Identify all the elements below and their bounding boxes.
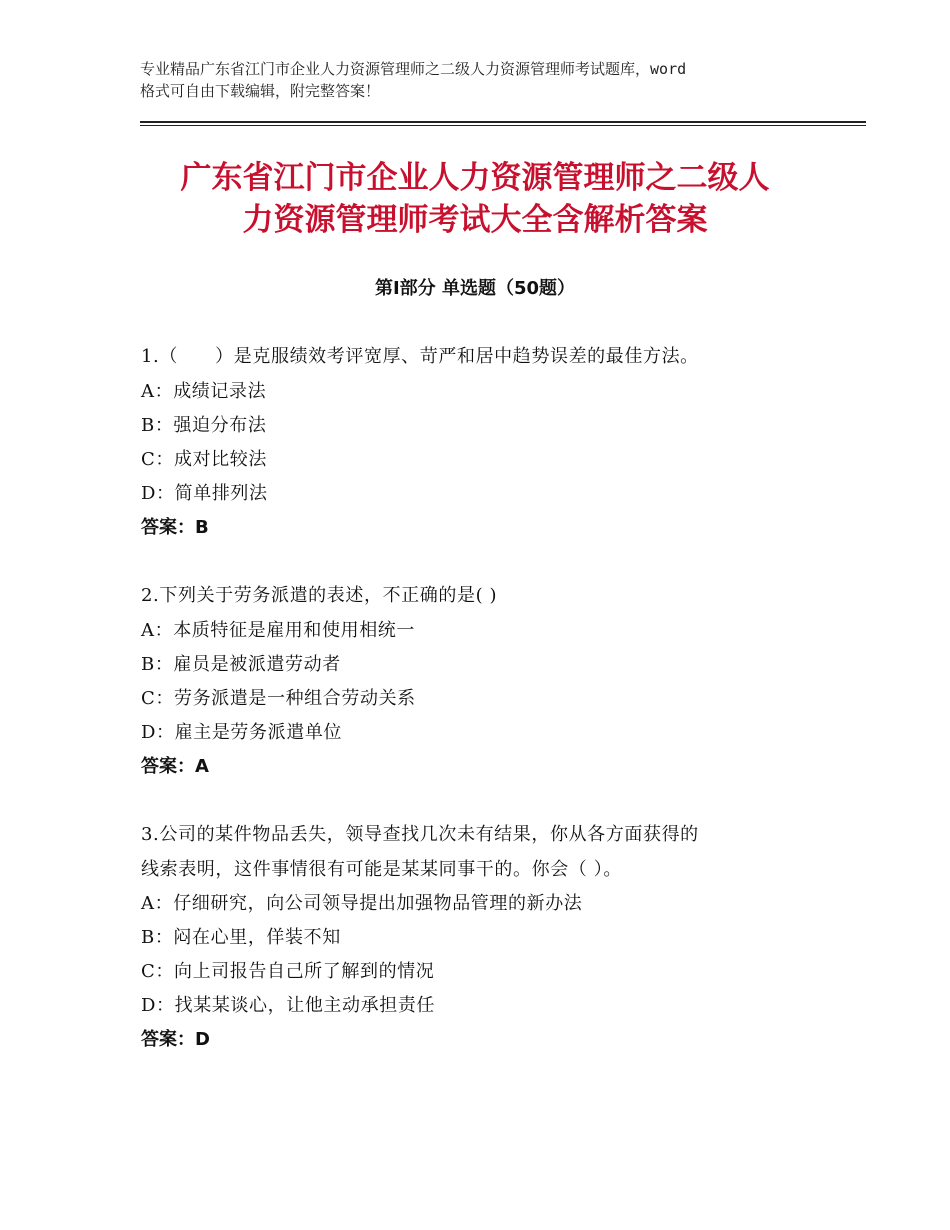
header-divider-thin bbox=[140, 125, 866, 126]
option-a: A：本质特征是雇用和使用相统一 bbox=[141, 619, 415, 641]
question-stem: 1.（ ）是克服绩效考评宽厚、苛严和居中趋势误差的最佳方法。 bbox=[141, 346, 699, 367]
option-d: D：简单排列法 bbox=[141, 482, 268, 504]
option-b: B：雇员是被派遣劳动者 bbox=[141, 653, 341, 675]
header-divider-thick bbox=[140, 121, 866, 123]
section-title: 第Ⅰ部分 单选题（50题） bbox=[374, 278, 575, 299]
option-c: C：成对比较法 bbox=[141, 448, 267, 470]
option-c: C：向上司报告自己所了解到的情况 bbox=[141, 961, 435, 982]
document-title-line-2: 力资源管理师考试大全含解析答案 bbox=[242, 202, 708, 238]
answer: 答案：A bbox=[141, 755, 209, 777]
header-note-line-1: 专业精品广东省江门市企业人力资源管理师之二级人力资源管理师考试题库，word bbox=[140, 60, 687, 78]
option-a: A：成绩记录法 bbox=[141, 380, 267, 402]
option-a: A：仔细研究，向公司领导提出加强物品管理的新办法 bbox=[141, 893, 583, 914]
question-stem: 2.下列关于劳务派遣的表述，不正确的是( ) bbox=[141, 585, 498, 606]
question-2 bbox=[141, 579, 821, 784]
answer: 答案：B bbox=[141, 516, 209, 538]
question-stem-line-1: 3.公司的某件物品丢失，领导查找几次未有结果，你从各方面获得的 bbox=[141, 824, 699, 845]
option-c: C：劳务派遣是一种组合劳动关系 bbox=[141, 687, 416, 709]
option-b: B：闷在心里，佯装不知 bbox=[141, 927, 341, 948]
question-3 bbox=[141, 818, 821, 1057]
option-d: D：雇主是劳务派遣单位 bbox=[141, 721, 343, 743]
answer: 答案：D bbox=[141, 1029, 210, 1050]
header-note-line-2: 格式可自由下载编辑，附完整答案！ bbox=[140, 82, 381, 100]
option-b: B：强迫分布法 bbox=[141, 414, 267, 436]
option-d: D：找某某谈心，让他主动承担责任 bbox=[141, 995, 436, 1016]
question-stem-line-2: 线索表明，这件事情很有可能是某某同事干的。你会（ ）。 bbox=[141, 858, 622, 880]
header-note bbox=[140, 58, 840, 102]
document-title-line-1: 广东省江门市企业人力资源管理师之二级人 bbox=[180, 160, 770, 196]
document-title bbox=[120, 157, 830, 241]
question-1 bbox=[141, 340, 821, 545]
